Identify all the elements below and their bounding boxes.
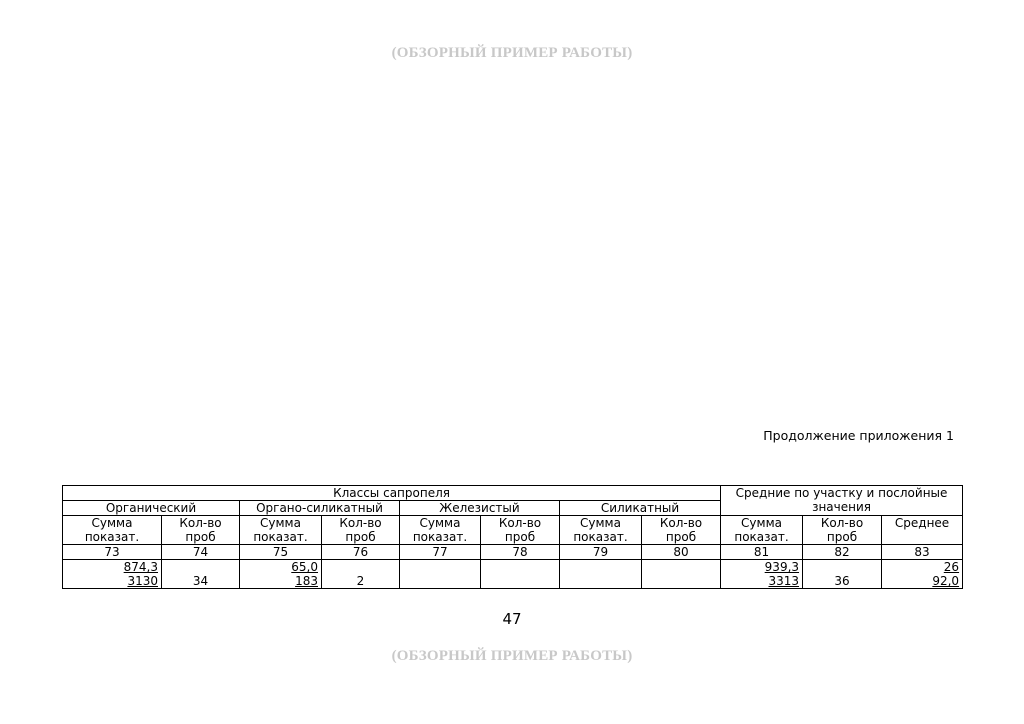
watermark-top: (ОБЗОРНЫЙ ПРИМЕР РАБОТЫ): [391, 45, 633, 61]
cell-82: [803, 560, 882, 589]
col-number: 79: [560, 545, 642, 560]
col-number: 82: [803, 545, 882, 560]
col-number: 75: [240, 545, 322, 560]
col-header: Сумма показат.: [721, 516, 803, 545]
class-header-ferrous: Железистый: [400, 501, 560, 516]
col-number: 74: [162, 545, 240, 560]
col-number: 77: [400, 545, 481, 560]
column-number-row: [63, 545, 963, 560]
cell-value-top: 939,3: [764, 560, 800, 574]
watermark-bottom: (ОБЗОРНЫЙ ПРИМЕР РАБОТЫ): [391, 648, 633, 664]
appendix-caption: Продолжение приложения 1: [763, 428, 954, 443]
col-number: 73: [63, 545, 162, 560]
col-header: Кол-во проб: [162, 516, 240, 545]
page-number: 47: [502, 610, 522, 628]
col-header: Сумма показат.: [63, 516, 162, 545]
cell-value: 34: [192, 574, 209, 588]
table-header-row-3: [63, 516, 963, 545]
col-header: Среднее: [882, 516, 963, 545]
class-header-silicate: Силикатный: [560, 501, 721, 516]
col-header: Сумма показат.: [240, 516, 322, 545]
cell-76: [322, 560, 400, 589]
col-header: Сумма показат.: [560, 516, 642, 545]
cell-73: [63, 560, 162, 589]
cell-value: 2: [356, 574, 365, 588]
col-header: Кол-во проб: [481, 516, 560, 545]
cell-value-top: 65,0: [291, 560, 318, 574]
col-number: 81: [721, 545, 803, 560]
table-row-values: [63, 560, 963, 589]
class-header-organic: Органический: [63, 501, 240, 516]
cell-80: [642, 560, 721, 589]
table-header-row-1: [63, 486, 963, 501]
cell-value: 36: [834, 574, 850, 588]
col-number: 78: [481, 545, 560, 560]
cell-79: [560, 560, 642, 589]
class-header-organo-silicate: Органо-силикатный: [240, 501, 400, 516]
cell-value-top: 26: [943, 560, 960, 574]
col-number: 76: [322, 545, 400, 560]
cell-value-bottom: 92,0: [932, 574, 960, 588]
cell-83: [882, 560, 963, 589]
cell-value-bottom: 183: [295, 574, 318, 588]
cell-81: [721, 560, 803, 589]
col-header: Кол-во проб: [803, 516, 882, 545]
group-header: Классы сапропеля: [63, 486, 721, 501]
average-header: Средние по участку и послойные значения: [721, 486, 963, 516]
cell-value-bottom: 3313: [768, 574, 800, 588]
cell-78: [481, 560, 560, 589]
col-header: Кол-во проб: [642, 516, 721, 545]
col-header: Сумма показат.: [400, 516, 481, 545]
col-header: Кол-во проб: [322, 516, 400, 545]
cell-75: [240, 560, 322, 589]
cell-74: [162, 560, 240, 589]
col-number: 83: [882, 545, 963, 560]
sapropel-classes-table: [62, 485, 963, 589]
cell-value-bottom: 3130: [127, 574, 158, 588]
cell-77: [400, 560, 481, 589]
col-number: 80: [642, 545, 721, 560]
cell-value-top: 874,3: [123, 560, 158, 574]
